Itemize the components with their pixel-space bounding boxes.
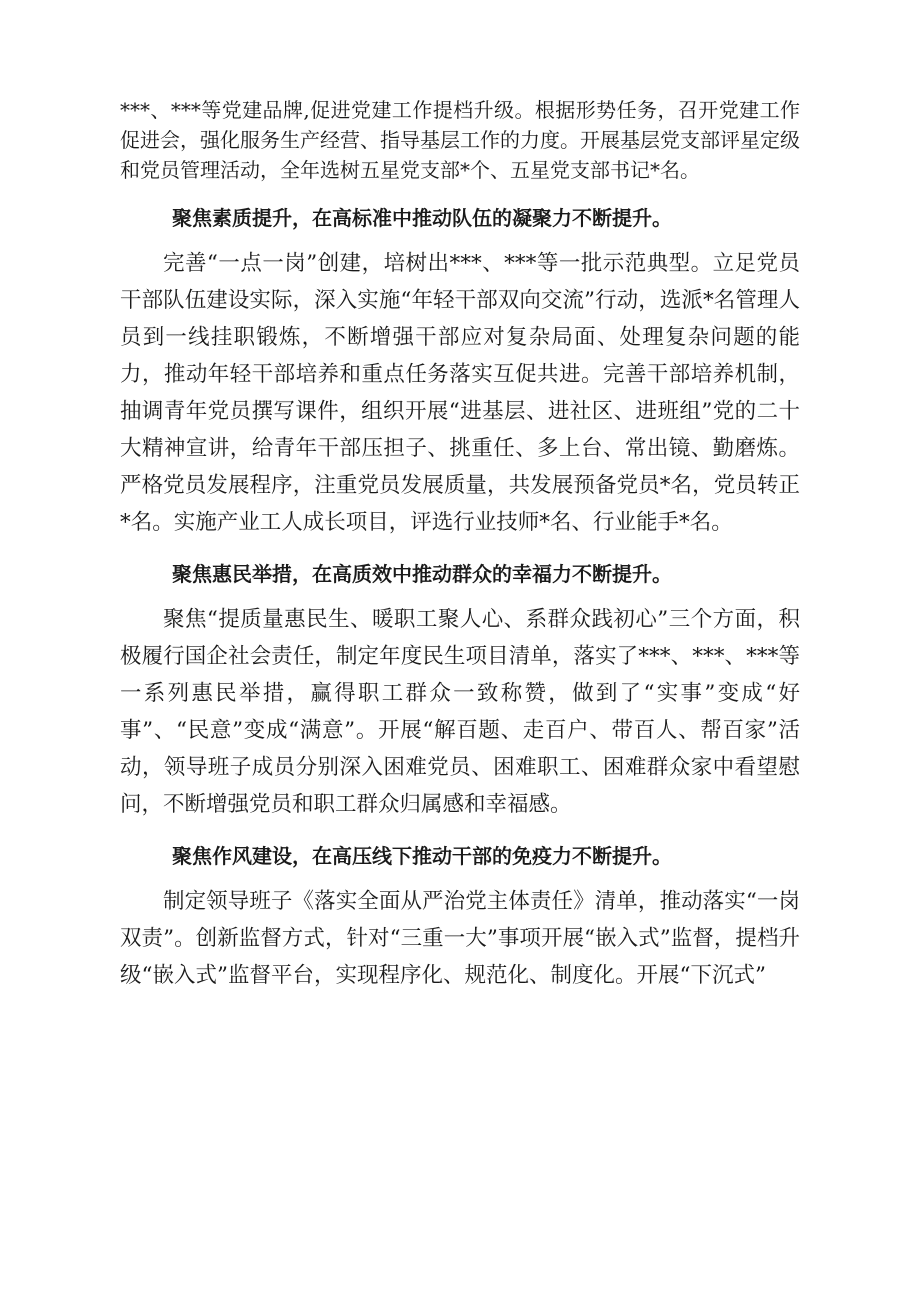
paragraph-supervision: 制定领导班子《落实全面从严治党主体责任》清单，推动落实“一岗双责”。创新监督方式，针对“三重一大”事项开展“嵌入式”监督，提档升级“嵌入式”监督平台，实现程序化、规范化、制度化。开展“下沉式” xyxy=(120,889,800,988)
heading-quality-improvement: 聚焦素质提升，在高标准中推动队伍的凝聚力不断提升。 xyxy=(172,206,672,230)
paragraph-team-building: 完善“一点一岗”创建，培树出***、***等一批示范典型。立足党员干部队伍建设实际，深入实施“年轻干部双向交流”行动，选派*名管理人员到一线挂职锻炼，不断增强干部应对复杂局面、处理复杂问题的能力，推动年轻干部培养和重点任务落实互促共进。完善干部培养机制，抽调青年党员撰写课件，组织开展“进基层、进社区、进班组”党的二十大精神宣讲，给青年干部压担子、挑重任、多上台、常出镜、勤磨炼。严格党员发展程序，注重党员发展质量，共发展预备党员*名，党员转正*名。实施产业工人成长项目，评选行业技师*名、行业能手*名。 xyxy=(120,251,800,535)
document-body xyxy=(120,95,800,994)
heading-work-style: 聚焦作风建设，在高压线下推动干部的免疫力不断提升。 xyxy=(172,844,672,868)
paragraph-livelihood: 聚焦“提质量惠民生、暖职工聚人心、系群众践初心”三个方面，积极履行国企社会责任，制定年度民生项目清单，落实了***、***、***等一系列惠民举措，赢得职工群众一致称赞，做到了“实事”变成“好事”、“民意”变成“满意”。开展“解百题、走百户、带百人、帮百家”活动，领导班子成员分别深入困难党员、困难职工、困难群众家中看望慰问，不断增强党员和职工群众归属感和幸福感。 xyxy=(120,607,800,817)
heading-livelihood-measures: 聚焦惠民举措，在高质效中推动群众的幸福力不断提升。 xyxy=(172,562,672,586)
paragraph-party-brand: ***、***等党建品牌,促进党建工作提档升级。根据形势任务，召开党建工作促进会，强化服务生产经营、指导基层工作的力度。开展基层党支部评星定级和党员管理活动，全年选树五星党支部*个、五星党支部书记*名。 xyxy=(120,98,800,182)
